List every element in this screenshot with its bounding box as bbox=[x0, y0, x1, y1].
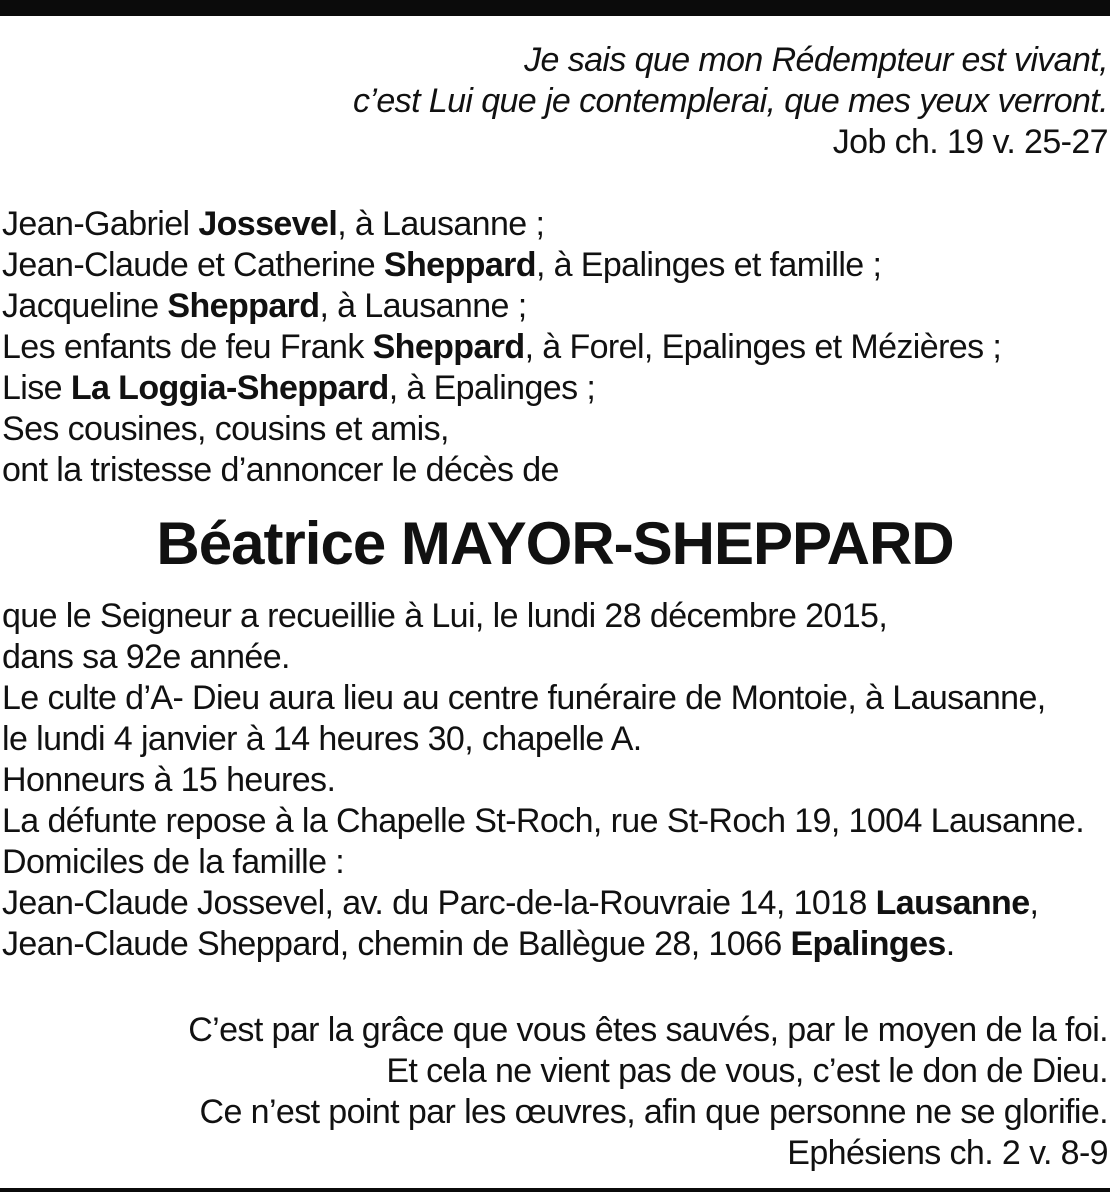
family-surname: Jossevel bbox=[198, 205, 338, 243]
family-line bbox=[2, 245, 1108, 286]
detail-line bbox=[2, 801, 1108, 842]
family-surname: Sheppard bbox=[372, 328, 525, 366]
family-line-text: ont la tristesse d’annoncer le décès de bbox=[2, 451, 559, 489]
detail-line bbox=[2, 637, 1108, 678]
detail-line bbox=[2, 760, 1108, 801]
service-details bbox=[2, 596, 1108, 965]
family-line-text: Jean-Claude et Catherine bbox=[2, 246, 384, 284]
family-line-text: Les enfants de feu Frank bbox=[2, 328, 373, 366]
family-line bbox=[2, 286, 1108, 327]
family-line bbox=[2, 368, 1108, 409]
family-line-text: Lise bbox=[2, 369, 71, 407]
detail-line-text: le lundi 4 janvier à 14 heures 30, chapelle A. bbox=[2, 720, 642, 758]
family-line-text: Jacqueline bbox=[2, 287, 168, 325]
opening-verse-reference: Job ch. 19 v. 25-27 bbox=[832, 123, 1108, 161]
detail-line-text: Jean-Claude Jossevel, av. du Parc-de-la-Rouvraie 14, 1018 bbox=[2, 884, 876, 922]
family-line-text: , à Lausanne ; bbox=[319, 287, 527, 325]
closing-verse-line: C’est par la grâce que vous êtes sauvés, par le moyen de la foi. bbox=[188, 1011, 1108, 1049]
detail-line-text: Honneurs à 15 heures. bbox=[2, 761, 336, 799]
opening-verse-line: c’est Lui que je contemplerai, que mes yeux verront. bbox=[353, 82, 1108, 120]
closing-verse-line: Ce n’est point par les œuvres, afin que personne ne se glorifie. bbox=[199, 1093, 1108, 1131]
opening-verse-line: Je sais que mon Rédempteur est vivant, bbox=[524, 41, 1108, 79]
family-line bbox=[2, 204, 1108, 245]
bottom-border-rule bbox=[0, 1188, 1110, 1192]
family-line-text: Jean-Gabriel bbox=[2, 205, 199, 243]
family-line bbox=[2, 450, 1108, 491]
closing-verse-reference: Ephésiens ch. 2 v. 8-9 bbox=[787, 1134, 1108, 1172]
family-line bbox=[2, 409, 1108, 450]
detail-line bbox=[2, 842, 1108, 883]
opening-verse bbox=[2, 40, 1108, 163]
family-line-text: , à Forel, Epalinges et Mézières ; bbox=[524, 328, 1002, 366]
family-line-text: , à Epalinges ; bbox=[388, 369, 596, 407]
detail-bold-text: Epalinges bbox=[790, 925, 946, 963]
family-surname: Sheppard bbox=[167, 287, 320, 325]
detail-line-text: Le culte d’A- Dieu aura lieu au centre funéraire de Montoie, à Lausanne, bbox=[2, 679, 1046, 717]
family-line-text: , à Epalinges et famille ; bbox=[535, 246, 882, 284]
detail-line-text: Domiciles de la famille : bbox=[2, 843, 345, 881]
detail-line-text: que le Seigneur a recueillie à Lui, le lundi 28 décembre 2015, bbox=[2, 597, 888, 635]
detail-bold-text: Lausanne bbox=[875, 884, 1030, 922]
family-announcement bbox=[2, 204, 1108, 491]
closing-verse bbox=[2, 1010, 1108, 1174]
detail-line-text: La défunte repose à la Chapelle St-Roch, rue St-Roch 19, 1004 Lausanne. bbox=[2, 802, 1085, 840]
detail-line-text: Jean-Claude Sheppard, chemin de Ballègue 28, 1066 bbox=[2, 925, 791, 963]
top-border-rule bbox=[0, 0, 1110, 16]
closing-verse-line: Et cela ne vient pas de vous, c’est le don de Dieu. bbox=[386, 1052, 1108, 1090]
detail-line-text: . bbox=[945, 925, 955, 963]
detail-line bbox=[2, 883, 1108, 924]
family-surname: Sheppard bbox=[383, 246, 536, 284]
detail-line bbox=[2, 924, 1108, 965]
family-line-text: , à Lausanne ; bbox=[337, 205, 545, 243]
detail-line-text: , bbox=[1029, 884, 1039, 922]
deceased-name: Béatrice MAYOR-SHEPPARD bbox=[156, 510, 954, 577]
detail-line bbox=[2, 596, 1108, 637]
detail-line bbox=[2, 678, 1108, 719]
family-surname: La Loggia-Sheppard bbox=[70, 369, 389, 407]
family-line-text: Ses cousines, cousins et amis, bbox=[2, 410, 449, 448]
family-line bbox=[2, 327, 1108, 368]
detail-line bbox=[2, 719, 1108, 760]
detail-line-text: dans sa 92e année. bbox=[2, 638, 290, 676]
